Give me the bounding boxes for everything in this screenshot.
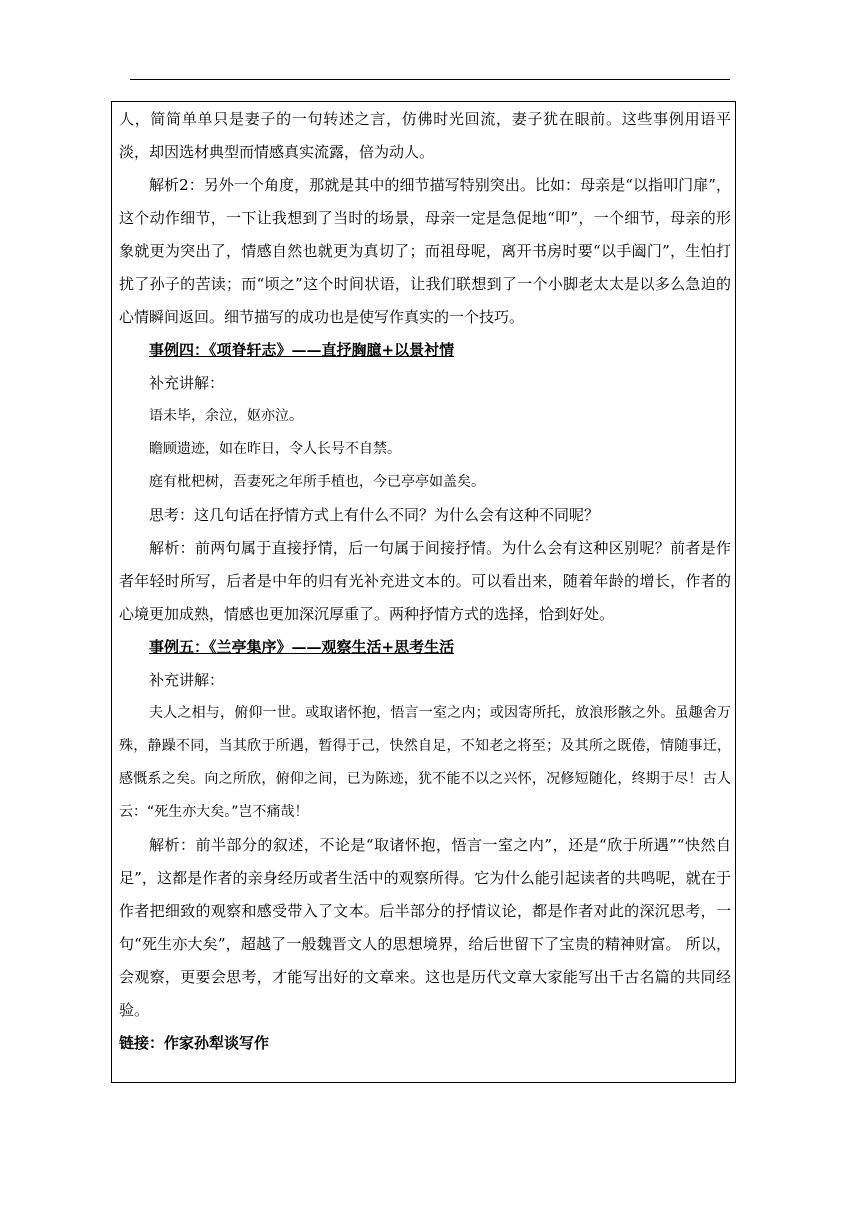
header-rule [130, 79, 730, 80]
example-5-heading: 事例五：《兰亭集序》——观察生活+思考生活 [149, 638, 455, 656]
analysis-3: 解析：前两句属于直接抒情，后一句属于间接抒情。为什么会有这种区别呢？前者是作者年轻时所写，后者是中年的归有光补充进文本的。可以看出来，随着年龄的增长，作者的心境更加成熟，情感也更加深沉厚重了。两种抒情方式的选择，恰到好处。 [119, 539, 731, 623]
example-4-heading: 事例四：《项脊轩志》——直抒胸臆+以景衬情 [149, 341, 455, 359]
supplement-label-1: 补充讲解： [149, 374, 225, 392]
paragraph-continuation: 人，简简单单只是妻子的一句转述之言，仿佛时光回流，妻子犹在眼前。这些事例用语平淡，却因选材典型而情感真实流露，倍为动人。 [119, 110, 731, 161]
analysis-2: 解析2：另外一个角度，那就是其中的细节描写特别突出。比如：母亲是“以指叩门扉”，这个动作细节，一下让我想到了当时的场景，母亲一定是急促地“叩”，一个细节，母亲的形象就更为突出了，情感自然也就更为真切了；而祖母呢，离开书房时要“以手阖门”，生怕打扰了孙子的苦读；而“顷之”这个时间状语，让我们联想到了一个小脚老太太是以多么急迫的心情瞬间返回。细节描写的成功也是使写作真实的一个技巧。 [119, 176, 731, 326]
quote-line-2: 瞻顾遗迹，如在昨日，令人长号不自禁。 [149, 441, 401, 457]
document-body [119, 103, 731, 1060]
quote-line-1: 语未毕，余泣，妪亦泣。 [149, 408, 303, 424]
quote-line-3: 庭有枇杷树，吾妻死之年所手植也，今已亭亭如盖矣。 [149, 474, 485, 490]
thinking-question: 思考：这几句话在抒情方式上有什么不同？为什么会有这种不同呢？ [149, 506, 600, 524]
lanting-quote: 夫人之相与，俯仰一世。或取诸怀抱，悟言一室之内；或因寄所托，放浪形骸之外。虽趣舍万殊，静躁不同，当其欣于所遇，暂得于己，快然自足，不知老之将至；及其所之既倦，情随事迁，感慨系之矣。向之所欣，俯仰之间，已为陈迹，犹不能不以之兴怀，况修短随化，终期于尽！古人云：“死生亦大矣。”岂不痛哉！ [119, 705, 731, 820]
link-heading: 链接：作家孙犁谈写作 [119, 1034, 270, 1052]
supplement-label-2: 补充讲解： [149, 671, 225, 689]
analysis-4: 解析：前半部分的叙述，不论是“取诸怀抱，悟言一室之内”，还是“欣于所遇”“快然自足”，这都是作者的亲身经历或者生活中的观察所得。它为什么能引起读者的共鸣呢，就在于作者把细致的观察和感受带入了文本。后半部分的抒情议论，都是作者对此的深沉思考，一句“死生亦大矣”，超越了一般魏晋文人的思想境界，给后世留下了宝贵的精神财富。 所以，会观察，更要会思考，才能写出好的文章来。这也是历代文章大家能写出千古名篇的共同经验。 [119, 836, 731, 1019]
